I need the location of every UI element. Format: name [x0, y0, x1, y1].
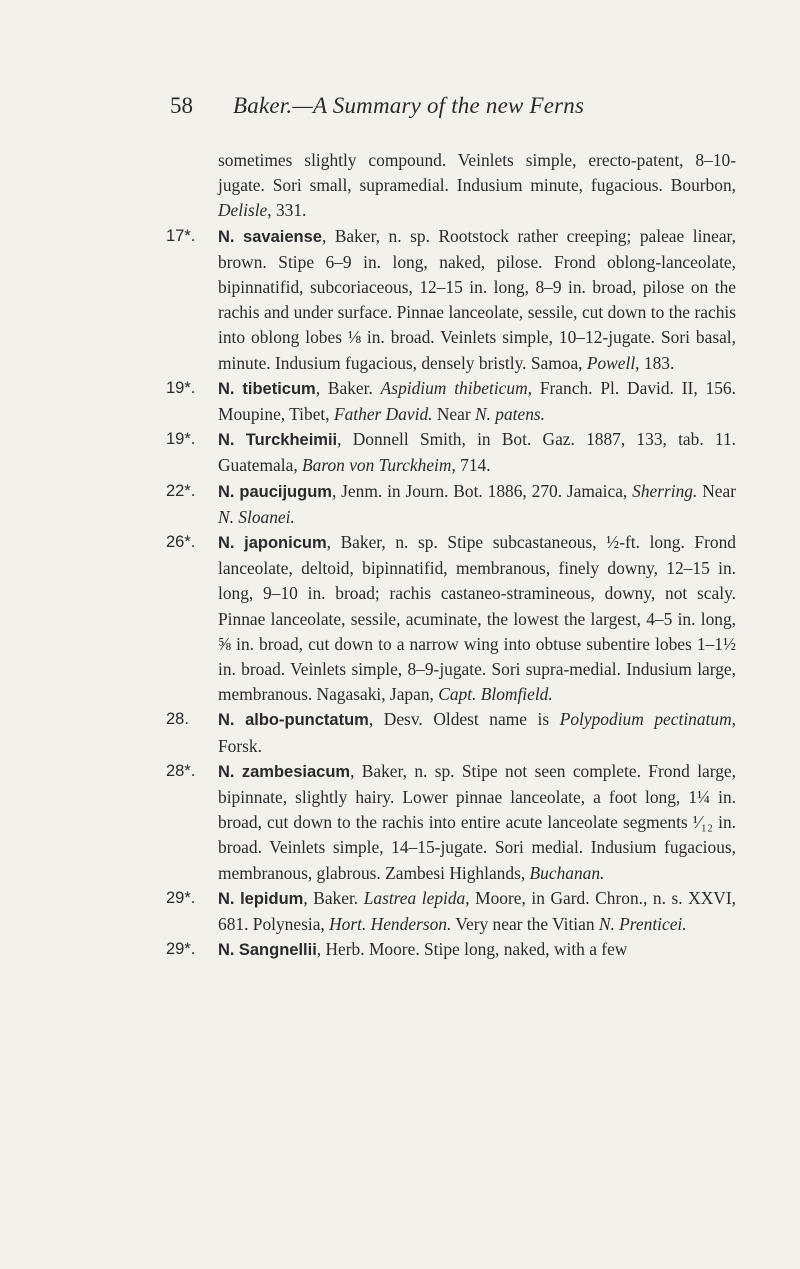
genus: N.	[218, 379, 235, 398]
entry-number: 28*.	[166, 761, 196, 780]
species-name: tibeticum	[242, 379, 316, 398]
species-name: albo-punctatum	[245, 711, 369, 730]
entry-number: 29*.	[166, 940, 196, 959]
entry-29-sangnellii: 29*. N. Sangnellii, Herb. Moore. Stipe long, naked, with a few	[218, 937, 736, 963]
continued-paragraph: sometimes slightly compound. Veinlets simple, erecto-patent, 8–10-jugate. Sori small, supramedial. Indusium minute, fugacious. Bourbon, Delisle, 331.	[218, 150, 736, 221]
species-name: savaiense	[243, 227, 322, 246]
running-title: Baker.—A Summary of the new Ferns	[233, 93, 585, 118]
species-name: lepidum	[240, 889, 304, 908]
entry-28-albo-punctatum: 28. N. albo-punctatum, Desv. Oldest name is Polypodium pectinatum, Forsk.	[166, 709, 736, 756]
genus: N.	[218, 762, 235, 781]
genus: N.	[218, 711, 235, 730]
entry-26-japonicum: 26*. N. japonicum, Baker, n. sp. Stipe subcastaneous, ½-ft. long. Frond lanceolate, deltoid, bipinnatifid, membranous, finely downy, 12–15 in. long, 9–10 in. broad; rachis castaneo-stramineous, downy, not scaly. Pinnae lanceolate, sessile, acuminate, the lowest the largest, 4–5 in. long, ⅝ in. broad, cut down to a narrow wing into obtuse subentire lobes 1–1½ in. broad. Veinlets simple, 8–9-jugate. Sori supra-medial. Indusium large, membranous. Nagasaki, Japan, Capt. Blomfield.	[166, 532, 736, 705]
entry-number: 22*.	[166, 481, 196, 500]
species-name: Sangnellii	[238, 941, 317, 960]
species-name: paucijugum	[239, 482, 332, 501]
entry-number: 26*.	[166, 533, 196, 552]
entry-22-paucijugum: 22*. N. paucijugum, Jenm. in Journ. Bot. 1886, 270. Jamaica, Sherring. Near N. Sloanei.	[166, 480, 736, 527]
species-name: japonicum	[244, 534, 327, 553]
genus: N.	[218, 227, 235, 246]
entry-number: 19*.	[166, 430, 196, 449]
running-header	[170, 93, 730, 129]
genus: N.	[218, 431, 235, 450]
species-name: Turckheimii	[245, 431, 338, 450]
entry-number: 19*.	[166, 378, 196, 397]
entry-17-savaiense: 17*. N. savaiense, Baker, n. sp. Rootstock rather creeping; paleae linear, brown. Stipe 6–9 in. long, naked, pilose. Frond oblong-lanceolate, bipinnatifid, subcoriaceous, 12–15 in. long, 8–9 in. broad, pilose on the rachis and under surface. Pinnae lanceolate, sessile, cut down to the rachis into oblong lobes ⅛ in. broad. Veinlets simple, 10–12-jugate. Sori basal, minute. Indusium fugacious, densely bristly. Samoa, Powell, 183.	[166, 225, 736, 373]
entry-number: 28.	[166, 710, 189, 729]
entry-number: 17*.	[166, 226, 196, 245]
entry-29-lepidum: 29*. N. lepidum, Baker. Lastrea lepida, Moore, in Gard. Chron., n. s. XXVI, 681. Polynesia, Hort. Henderson. Very near the Vitian N. Prenticei.	[166, 887, 736, 935]
entry-19-turckheimii: 19*. N. Turckheimii, Donnell Smith, in Bot. Gaz. 1887, 133, tab. 11. Guatemala, Baron von Turckheim, 714.	[166, 429, 736, 476]
entry-19-tibeticum: 19*. N. tibeticum, Baker. Aspidium thibeticum, Franch. Pl. David. II, 156. Moupine, Tibet, Father David. Near N. patens.	[166, 377, 736, 425]
genus: N.	[218, 889, 235, 908]
species-name: zambesiacum	[241, 762, 351, 781]
genus: N.	[218, 482, 235, 501]
text-body	[166, 148, 736, 964]
genus: N.	[218, 941, 235, 960]
entry-28-zambesiacum: 28*. N. zambesiacum, Baker, n. sp. Stipe not seen complete. Frond large, bipinnate, slightly hairy. Lower pinnae lanceolate, a foot long, 1¼ in. broad, cut down to the rachis into entire acute lanceolate segments ¹⁄₁₂ in. broad. Veinlets simple, 14–15-jugate. Sori medial. Indusium fugacious, membranous, glabrous. Zambesi Highlands, Buchanan.	[166, 760, 736, 883]
entry-number: 29*.	[166, 888, 196, 907]
page-number: 58	[170, 93, 193, 118]
genus: N.	[218, 534, 235, 553]
